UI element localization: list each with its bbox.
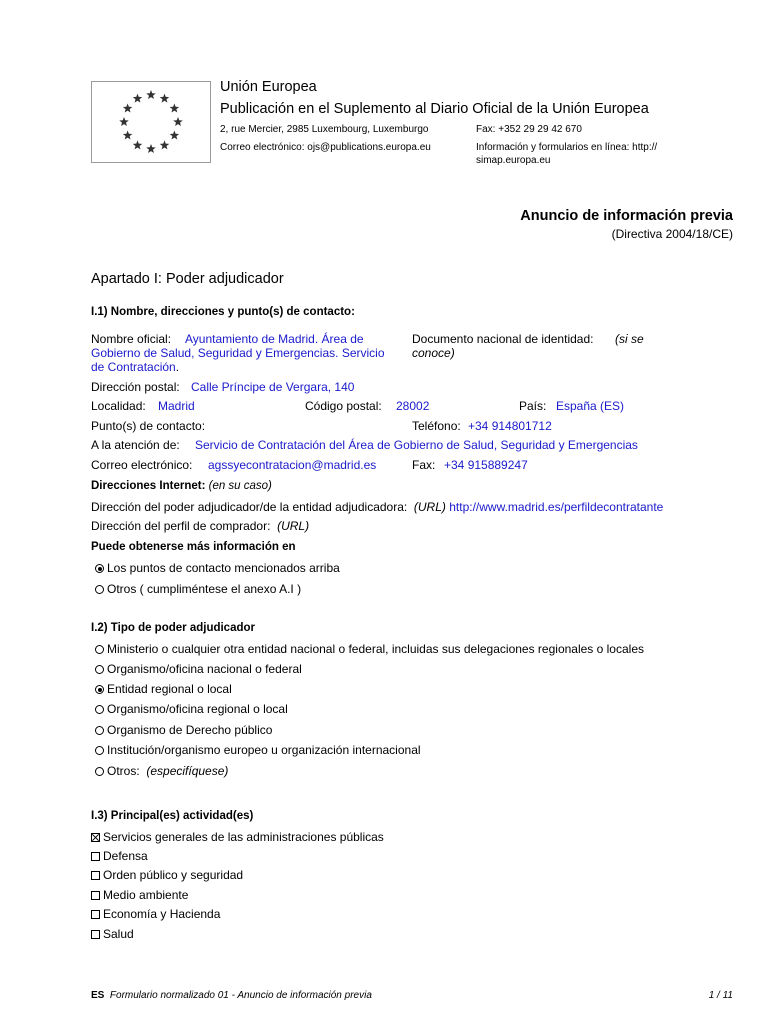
more-info-option[interactable] <box>95 561 340 575</box>
perfil-label: Dirección del perfil de comprador: <box>91 519 271 533</box>
eu-email: Correo electrónico: ojs@publications.europa.eu <box>220 142 431 153</box>
perfil-url-row <box>91 519 309 533</box>
pais-value: España (ES) <box>556 399 625 413</box>
eu-stars-icon <box>92 82 210 162</box>
puntos-label: Punto(s) de contacto: <box>91 419 206 433</box>
perfil-url-note: (URL) <box>277 519 310 533</box>
star-icon <box>133 94 143 103</box>
footer-page: 1 / 11 <box>708 990 733 1001</box>
tipo-option-label: Ministerio o cualquier otra entidad nacional o federal, incluidas sus delegaciones regionales o locales <box>107 642 644 656</box>
tipo-option[interactable] <box>95 682 232 696</box>
tipo-option-label: Organismo/oficina nacional o federal <box>107 662 302 676</box>
footer-form-title: Formulario normalizado 01 - Anuncio de información previa <box>109 990 372 1001</box>
actividad-option[interactable] <box>91 849 148 863</box>
telefono-value: +34 914801712 <box>468 419 552 433</box>
star-icon <box>123 131 133 140</box>
checkbox-icon[interactable] <box>91 910 100 919</box>
actividad-option[interactable] <box>91 927 134 941</box>
atencion-value: Servicio de Contratación del Área de Gobierno de Salud, Seguridad y Emergencias <box>195 438 638 452</box>
docid-note-line2: conoce) <box>412 346 455 360</box>
star-icon <box>170 131 180 140</box>
more-info-option-label: Otros ( cumpliméntese el anexo A.I ) <box>107 582 302 596</box>
docid-label: Documento nacional de identidad: <box>412 332 594 346</box>
eu-flag-logo <box>91 81 211 163</box>
eu-info-line2: simap.europa.eu <box>476 155 551 166</box>
org-name: Unión Europea <box>220 79 317 95</box>
eu-address: 2, rue Mercier, 2985 Luxembourg, Luxemburgo <box>220 124 429 135</box>
poder-label: Dirección del poder adjudicador/de la entidad adjudicadora: <box>91 500 408 514</box>
radio-icon[interactable] <box>95 726 104 735</box>
actividad-option-label: Salud <box>103 927 134 941</box>
publication-title: Publicación en el Suplemento al Diario Oficial de la Unión Europea <box>220 101 649 117</box>
pais-label: País: <box>519 399 547 413</box>
internet-note: (en su caso) <box>208 480 272 492</box>
internet-label: Direcciones Internet: <box>91 480 206 492</box>
checkbox-icon[interactable] <box>91 852 100 861</box>
notice-directive: (Directiva 2004/18/CE) <box>611 227 733 241</box>
notice-title: Anuncio de información previa <box>520 208 733 224</box>
tipo-option-label: Entidad regional o local <box>107 682 232 696</box>
cp-value: 28002 <box>396 399 430 413</box>
tipo-option-label: Organismo de Derecho público <box>107 723 273 737</box>
tipo-option-otros[interactable] <box>95 764 228 778</box>
radio-icon[interactable] <box>95 746 104 755</box>
nombre-value-line2: Gobierno de Salud, Seguridad y Emergencias. Servicio <box>91 346 385 360</box>
star-icon <box>160 94 170 103</box>
tipo-option[interactable] <box>95 743 421 757</box>
poder-url-row <box>91 500 663 514</box>
correo-value[interactable]: agssyecontratacion@madrid.es <box>208 458 377 472</box>
nombre-value-line3 <box>91 360 179 374</box>
poder-url-link[interactable]: http://www.madrid.es/perfildecontratante <box>449 500 664 514</box>
star-icon <box>170 104 180 113</box>
direccion-value: Calle Príncipe de Vergara, 140 <box>191 380 355 394</box>
fax-label: Fax: <box>412 458 436 472</box>
actividad-option-label: Economía y Hacienda <box>103 907 221 921</box>
more-info-option-label: Los puntos de contacto mencionados arriba <box>107 561 340 575</box>
actividad-option-label: Defensa <box>103 849 148 863</box>
eu-info-line1: Información y formularios en línea: http:// <box>476 142 658 153</box>
tipo-option-label: Organismo/oficina regional o local <box>107 702 288 716</box>
tipo-otros-label: Otros: <box>107 764 140 778</box>
radio-icon[interactable] <box>95 767 104 776</box>
footer-form <box>91 990 372 1001</box>
telefono-label: Teléfono: <box>412 419 461 433</box>
tipo-option[interactable] <box>95 723 272 737</box>
footer-lang: ES <box>91 990 105 1001</box>
radio-icon[interactable] <box>95 685 104 694</box>
star-icon <box>123 104 133 113</box>
direccion-label: Dirección postal: <box>91 380 180 394</box>
star-icon <box>146 144 156 153</box>
star-icon <box>160 140 170 149</box>
star-icon <box>173 117 183 126</box>
contact-heading: I.1) Nombre, direcciones y punto(s) de contacto: <box>91 306 355 318</box>
star-icon <box>146 90 156 99</box>
tipo-option[interactable] <box>95 702 288 716</box>
checkbox-icon[interactable] <box>91 930 100 939</box>
localidad-label: Localidad: <box>91 399 146 413</box>
internet-heading <box>91 480 272 492</box>
actividad-option[interactable] <box>91 907 220 921</box>
fax-value: +34 915889247 <box>444 458 528 472</box>
radio-icon[interactable] <box>95 585 104 594</box>
nombre-value-line1: Ayuntamiento de Madrid. Área de <box>185 332 364 346</box>
radio-icon[interactable] <box>95 705 104 714</box>
atencion-label: A la atención de: <box>91 438 180 452</box>
more-info-heading: Puede obtenerse más información en <box>91 541 296 553</box>
tipo-option-label: Institución/organismo europeo u organización internacional <box>107 743 421 757</box>
section-title: Apartado I: Poder adjudicador <box>91 271 284 287</box>
poder-url-note: (URL) <box>413 500 446 514</box>
eu-fax: Fax: +352 29 29 42 670 <box>476 124 582 135</box>
checkbox-icon[interactable] <box>91 891 100 900</box>
cp-label: Código postal: <box>305 399 382 413</box>
star-icon <box>119 117 129 126</box>
actividad-option[interactable] <box>91 868 243 882</box>
actividad-option-label: Servicios generales de las administraciones públicas <box>103 830 384 844</box>
actividad-option-label: Orden público y seguridad <box>103 868 244 882</box>
nombre-label: Nombre oficial: <box>91 332 172 346</box>
checkbox-icon[interactable] <box>91 833 100 842</box>
tipo-otros-note: (especifíquese) <box>146 764 229 778</box>
actividad-heading: I.3) Principal(es) actividad(es) <box>91 810 254 822</box>
actividad-option-label: Medio ambiente <box>103 888 189 902</box>
localidad-value: Madrid <box>158 399 195 413</box>
radio-icon[interactable] <box>95 564 104 573</box>
docid-note-line1: (si se <box>615 332 644 346</box>
nombre-period: . <box>175 360 180 374</box>
actividad-option[interactable] <box>91 830 384 844</box>
star-icon <box>133 140 143 149</box>
radio-icon[interactable] <box>95 645 104 654</box>
actividad-option[interactable] <box>91 888 188 902</box>
more-info-option[interactable] <box>95 582 301 596</box>
correo-label: Correo electrónico: <box>91 458 193 472</box>
checkbox-icon[interactable] <box>91 871 100 880</box>
radio-icon[interactable] <box>95 665 104 674</box>
tipo-option[interactable] <box>95 662 302 676</box>
tipo-heading: I.2) Tipo de poder adjudicador <box>91 622 255 634</box>
tipo-option[interactable] <box>95 642 644 656</box>
nombre-value-line3-text: de Contratación <box>91 360 176 374</box>
